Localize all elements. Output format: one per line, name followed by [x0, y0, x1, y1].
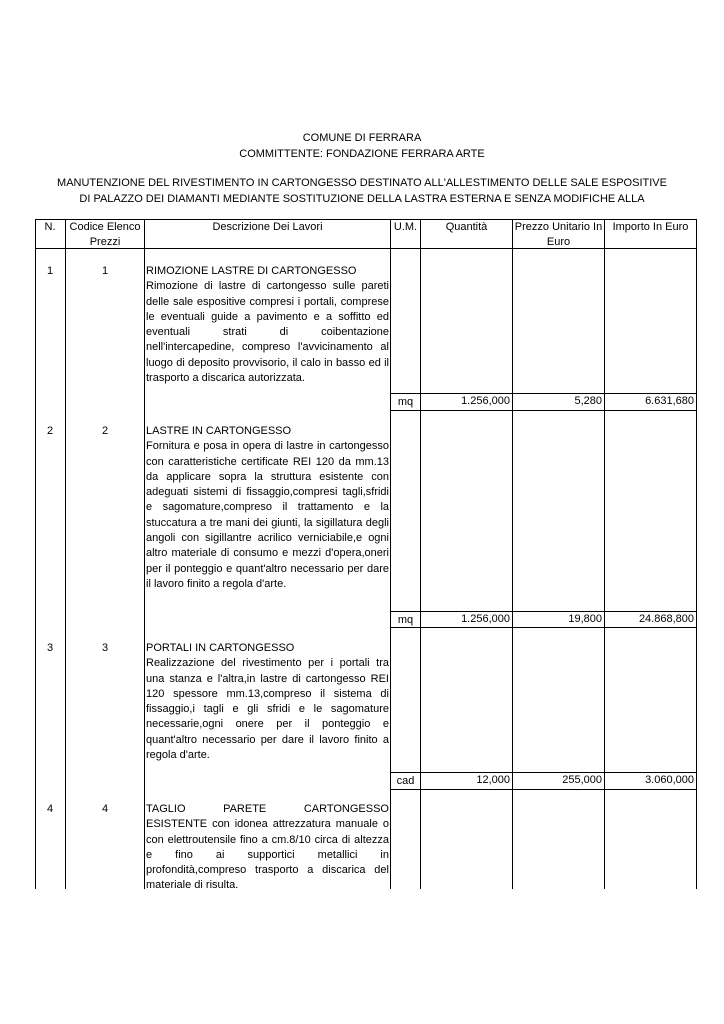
row-importo: 3.060,000	[645, 774, 694, 786]
row-text: Fornitura e posa in opera di lastre in cartongesso con caratteristiche certificate REI 120 da mm.13 da applicare sopra la struttura esistente con adeguati sistemi di fissaggio,compresi tagli,sfridi e sagomature,compreso il trattamento e la stuccatura a tre mani dei giunti, la sigillatura degli angoli con sigillantre acrilico verniciabile,e ogni altro materiale di consumo e mezzi d'opera,oneri per il ponteggio e quant'altro necessario per dare il lavoro finito a regola d'arte.	[146, 440, 389, 590]
row-number: 2	[46, 425, 54, 437]
row-number: 1	[46, 265, 54, 277]
col-header-quantita: Quantità	[445, 221, 488, 233]
row-text: Rimozione di lastre di cartongesso sulle pareti delle sale espositive compresi i portali, comprese le eventuali guide a pavimento e a soffitto ed eventuali strati di coibentazione nell'intercapedine, compreso l'avvicinamento al luogo di deposito provvisorio, il calo in basso ed il trasporto a discarica autorizzata.	[146, 280, 389, 385]
row-importo: 24.868,800	[638, 613, 694, 625]
row-prezzo: 19,800	[568, 613, 602, 625]
row-importo: 6.631,680	[645, 395, 694, 407]
row-description	[146, 641, 389, 763]
row-description	[146, 424, 389, 592]
col-header-codice: Codice Elenco Prezzi	[69, 221, 141, 248]
header-line-3: MANUTENZIONE DEL RIVESTIMENTO IN CARTONGESSO DESTINATO ALL'ALLESTIMENTO DELLE SALE ESPOSITIVE	[57, 177, 667, 189]
header-line-4: DI PALAZZO DEI DIAMANTI MEDIANTE SOSTITUZIONE DELLA LASTRA ESTERNA E SENZA MODIFICHE ALLA	[79, 193, 645, 205]
row-description	[146, 802, 389, 894]
row-um: cad	[396, 775, 415, 787]
header-line-2: COMMITTENTE: FONDAZIONE FERRARA ARTE	[239, 148, 485, 160]
row-title: TAGLIO PARETE CARTONGESSO	[146, 803, 389, 815]
row-code: 2	[101, 425, 109, 437]
row-code: 1	[101, 265, 109, 277]
col-header-prezzo: Prezzo Unitario In Euro	[514, 221, 603, 248]
row-text: Realizzazione del rivestimento per i portali tra una stanza e l'altra,in lastre di cartongesso REI 120 spessore mm.13,compreso il sistema di fissaggio,i tagli e gli sfridi e le sagomature necessarie,ogni onere per il ponteggio e quant'altro necessario per dare il lavoro finito a regola d'arte.	[146, 657, 389, 762]
row-quantita: 1.256,000	[461, 613, 510, 625]
row-number: 3	[46, 642, 54, 654]
row-prezzo: 5,280	[574, 395, 602, 407]
row-code: 4	[101, 803, 109, 815]
row-number: 4	[46, 803, 54, 815]
row-title: PORTALI IN CARTONGESSO	[146, 642, 295, 654]
row-prezzo: 255,000	[562, 774, 602, 786]
col-header-n: N.	[44, 221, 56, 233]
col-header-um: U.M.	[393, 221, 418, 233]
header-line-1: COMUNE DI FERRARA	[302, 132, 422, 144]
row-description	[146, 264, 389, 386]
row-title: LASTRE IN CARTONGESSO	[146, 425, 292, 437]
row-code: 3	[101, 642, 109, 654]
row-quantita: 12,000	[476, 774, 510, 786]
row-title: RIMOZIONE LASTRE DI CARTONGESSO	[146, 265, 357, 277]
row-quantita: 1.256,000	[461, 395, 510, 407]
row-um: mq	[397, 396, 414, 408]
row-um: mq	[397, 614, 414, 626]
row-text: ESISTENTE con idonea attrezzatura manuale o con elettroutensile fino a cm.8/10 circa di altezza e fino ai supportici metallici in profondità,compreso trasporto a discarica del materiale di risulta.	[146, 818, 389, 892]
col-header-descrizione: Descrizione Dei Lavori	[212, 221, 323, 233]
col-header-importo: Importo In Euro	[612, 221, 689, 233]
